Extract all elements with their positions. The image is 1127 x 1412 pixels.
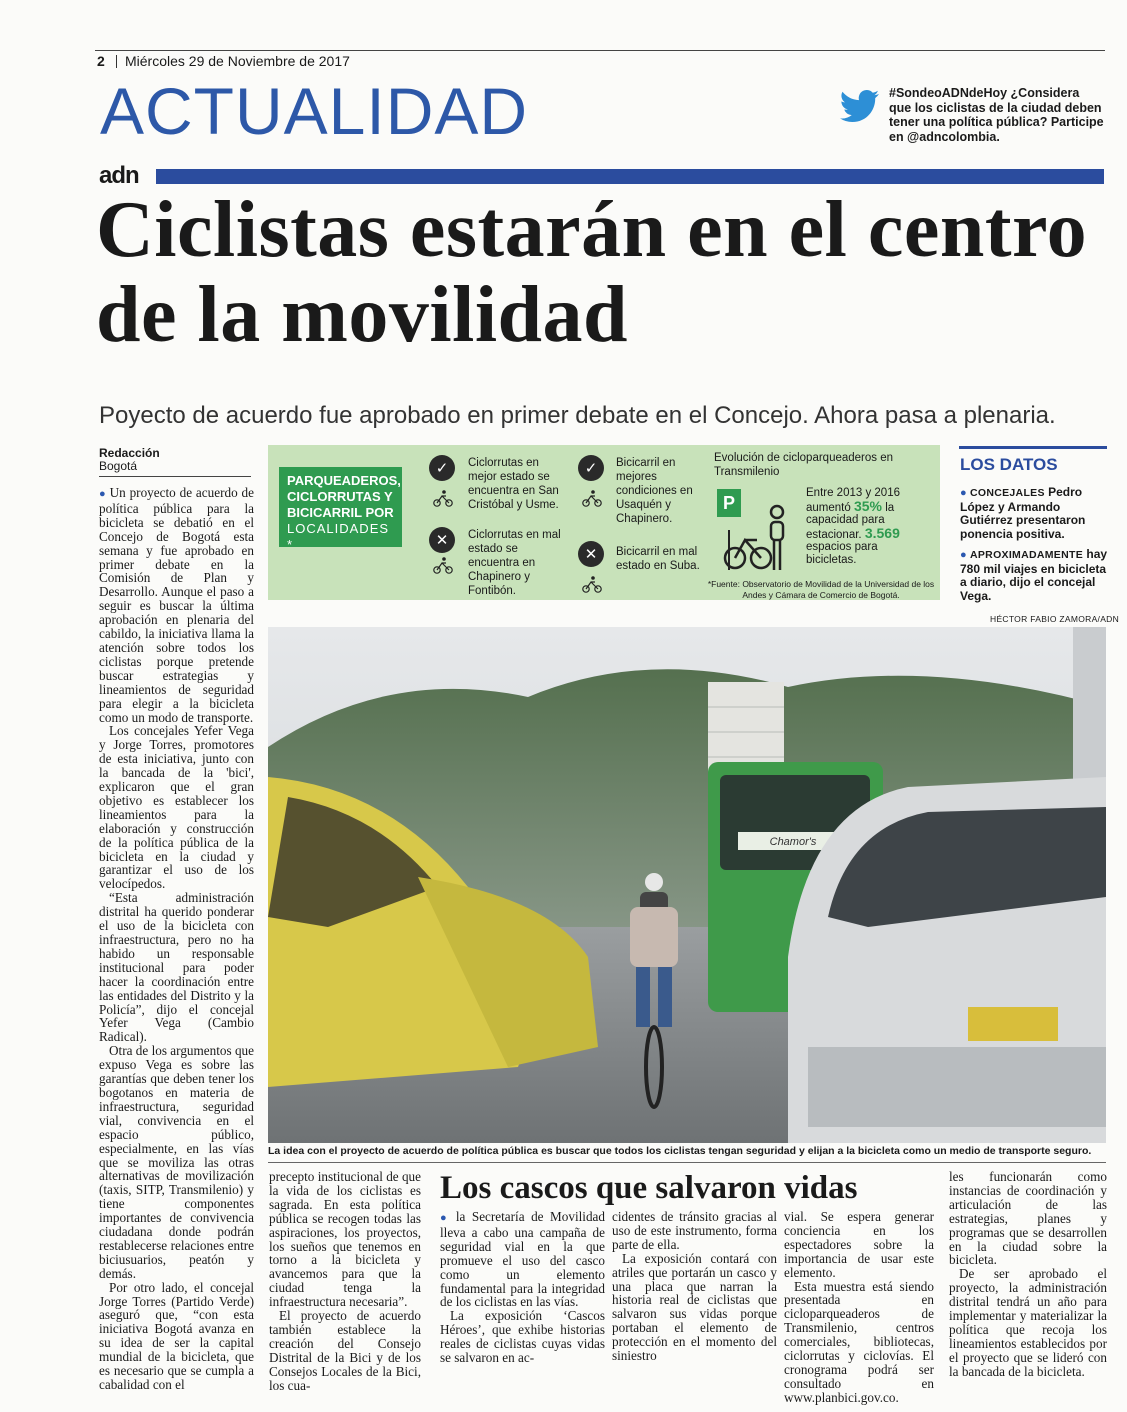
infographic-item-text: Ciclorrutas en mal estado se encuentra en Chapinero y Fontibón.	[468, 529, 561, 597]
evolution-text: Entre 2013 y 2016 aumentó 35% la capacidad para estacionar. 3.569 espacios para bicicletas.	[806, 487, 900, 566]
bus-sign: Chamor's	[769, 836, 817, 848]
paragraph: cidentes de tránsito gracias al uso de este instrumento, forma parte de ella.	[612, 1209, 777, 1252]
paragraph: Los concejales Yefer Vega y Jorge Torres, promotores de esta iniciativa, junto con la bancada de la 'bici', explicaron que el gran objetivo es establecer los lineamientos para la elaboración y construcción de la política pública de la bicicleta en la ciudad y garantizar el uso de los velocípedos.	[99, 723, 254, 892]
datos-heading: LOS DATOS	[960, 455, 1058, 474]
datos-item: ● CONCEJALES Pedro López y Armando Gutiérrez presentaron ponencia positiva.	[960, 485, 1086, 541]
paragraph: Otra de los argumentos que expuso Vega es sobre las garantías que deben tener los bogotanos en materia de infraestructura, seguridad vial, convivencia en el espacio público, especialmente, en las vías que se moviliza las otras alternativas de movilización (taxis, SITP, Transmilenio) y tiene componentes importantes de convivencia ciudadana donde podrán restablecerse relaciones entre biciusuarios, peatón y demás.	[99, 1043, 254, 1281]
paragraph: La exposición ‘Cascos Héroes’, que exhibe historias reales de ciclistas cuyas vidas se salvaron en ac-	[440, 1308, 605, 1366]
datos-item: ● APROXIMADAMENTE hay 780 mil viajes en bicicleta a diario, dijo el concejal Vega.	[960, 547, 1108, 603]
cross-icon: ✕	[429, 527, 455, 553]
box-column-2	[612, 1209, 777, 1364]
box-headline: Los cascos que salvaron vidas	[440, 1170, 858, 1206]
infographic-item-text: Bicicarril en mal estado en Suba.	[616, 546, 700, 572]
photo-caption: La idea con el proyecto de acuerdo de política pública es buscar que todos los ciclistas tengan seguridad y elijan a la bicicleta como un medio de transporte seguro.	[268, 1145, 1092, 1157]
paragraph: precepto institucional de que la vida de los ciclistas es sagrada. En esta política pública se recogen todas las aspiraciones, los proyectos, los sueños que tenemos en torno a la bicicleta y avancemos para que la ciudad tenga la infraestructura necesaria”.	[269, 1169, 421, 1310]
cyclist-icon	[581, 575, 603, 593]
cyclist-icon	[432, 489, 454, 507]
adn-logo: adn	[99, 162, 139, 189]
photo-credit: HÉCTOR FABIO ZAMORA/ADN	[990, 614, 1120, 624]
bullet-icon: ●	[960, 487, 967, 499]
cyclist-icon	[432, 556, 454, 574]
check-icon: ✓	[429, 455, 455, 481]
paragraph: ● la Secretaría de Movilidad lleva a cabo una campaña de seguridad vial en la que promueve el uso del casco como un elemento fundamental para la integridad de los ciclistas en las vías.	[440, 1209, 605, 1310]
evolution-percent: 35%	[853, 497, 882, 514]
parking-sign-icon: P	[717, 489, 741, 517]
infographic-item-text: Ciclorrutas en mejor estado se encuentra en San Cristóbal y Usme.	[468, 457, 559, 511]
section-title: ACTUALIDAD	[100, 74, 529, 148]
paragraph: “Esta administración distrital ha querido ponderar el uso de la bicicleta con infraestructura, pero no ha habido un responsable institucional para poder hacer la coordinación entre las entidades del Distrito y la Policía”, dijo el concejal Yefer Vega (Cambio Radical).	[99, 890, 254, 1045]
evolution-count: 3.569	[864, 524, 900, 541]
infographic-title: PARQUEADEROS, CICLORRUTAS Y BICICARRIL POR LOCALIDADES *	[279, 467, 402, 547]
cross-icon: ✕	[578, 541, 604, 567]
byline-rule	[99, 476, 251, 477]
twitter-poll-prompt: #SondeoADNdeHoy ¿Considera que los ciclistas de la ciudad deben tener una política pública? Participe en @adncolombia.	[889, 86, 1104, 144]
date-separator	[116, 55, 117, 68]
article-column-1	[99, 485, 254, 1392]
article-column-3	[949, 1169, 1107, 1379]
paragraph: ● Un proyecto de acuerdo de política pública para la bicicleta se debatió en el Concejo de Bogotá esta semana y fue aprobado en primer debate en la Comisión de Plan y Desarrollo. Aunque el paso a seguir es buscar la última aprobación en plenaria del cabildo, la iniciativa llama la atención sobre todos los ciclistas porque pretende buscar estrategias y lineamientos de seguridad para elegir a la bicicleta como un modo de transporte.	[99, 485, 254, 725]
box-column-3	[784, 1209, 934, 1405]
twitter-bird-icon	[840, 90, 880, 124]
bullet-icon: ●	[960, 549, 967, 561]
paragraph: Por otro lado, el concejal Jorge Torres (Partido Verde) aseguró que, “con esta iniciativa Bogotá avanza en su idea de ser la capital mundial de la bicicleta, que es necesario que se cumpla a cabalidad con el	[99, 1279, 254, 1392]
article-column-2	[269, 1169, 421, 1393]
paragraph: El proyecto de acuerdo también establece la creación del Consejo Distrital de la Bici y de los Consejos Locales de la Bici, los cua-	[269, 1308, 421, 1393]
datos-rule	[959, 446, 1107, 449]
top-rule	[95, 50, 1105, 51]
paragraph: les funcionarán como instancias de coordinación y articulación de las estrategias, planes y programas que se desarrollen en la ciudad sobre la bicicleta.	[949, 1169, 1107, 1268]
page-date: Miércoles 29 de Noviembre de 2017	[125, 53, 350, 69]
article-headline: Ciclistas estarán en el centro de la movilidad	[96, 186, 1088, 359]
evolution-title: Evolución de cicloparqueaderos en Transmilenio	[714, 452, 894, 478]
bullet-icon: ●	[440, 1212, 456, 1224]
article-subhead: Poyecto de acuerdo fue aprobado en primer debate en el Concejo. Ahora pasa a plenaria.	[99, 402, 1056, 429]
page-number: 2	[97, 53, 105, 69]
cyclist-icon	[581, 489, 603, 507]
box-column-1	[440, 1209, 605, 1366]
byline-city: Bogotá	[99, 459, 138, 473]
traffic-photo	[268, 627, 1106, 1143]
paragraph: De ser aprobado el proyecto, la administración distrital tendrá un año para implementar y materializar la política que recoja los lineamientos establecidos por el proyecto que se lideró con la bancada de la bicicleta.	[949, 1266, 1107, 1379]
caption-rule	[268, 1162, 1106, 1163]
bullet-icon: ●	[99, 488, 110, 500]
check-icon: ✓	[578, 455, 604, 481]
infographic-source: *Fuente: Observatorio de Movilidad de la Universidad de los Andes y Cámara de Comercio de Bogotá.	[707, 579, 935, 600]
paragraph: vial. Se espera generar conciencia en los espectadores sobre la importancia de usar este elemento.	[784, 1209, 934, 1280]
paragraph: La exposición contará con atriles que portarán un casco y una placa que narran la historia real de ciclistas que salvaron sus vidas porque portaban el elemento de protección en el momento del siniestro	[612, 1250, 777, 1364]
header-blue-bar	[156, 169, 1104, 184]
infographic-item-text: Bicicarril en mejores condiciones en Usaquén y Chapinero.	[616, 457, 693, 525]
byline-name: Redacción	[99, 446, 160, 460]
paragraph: Esta muestra está siendo presentada en cicloparqueaderos de Transmilenio, centros comerciales, bibliotecas, ciclorrutas y ciclovías. El cronograma podrá ser consultado en www.planbici.gov.co.	[784, 1278, 934, 1405]
